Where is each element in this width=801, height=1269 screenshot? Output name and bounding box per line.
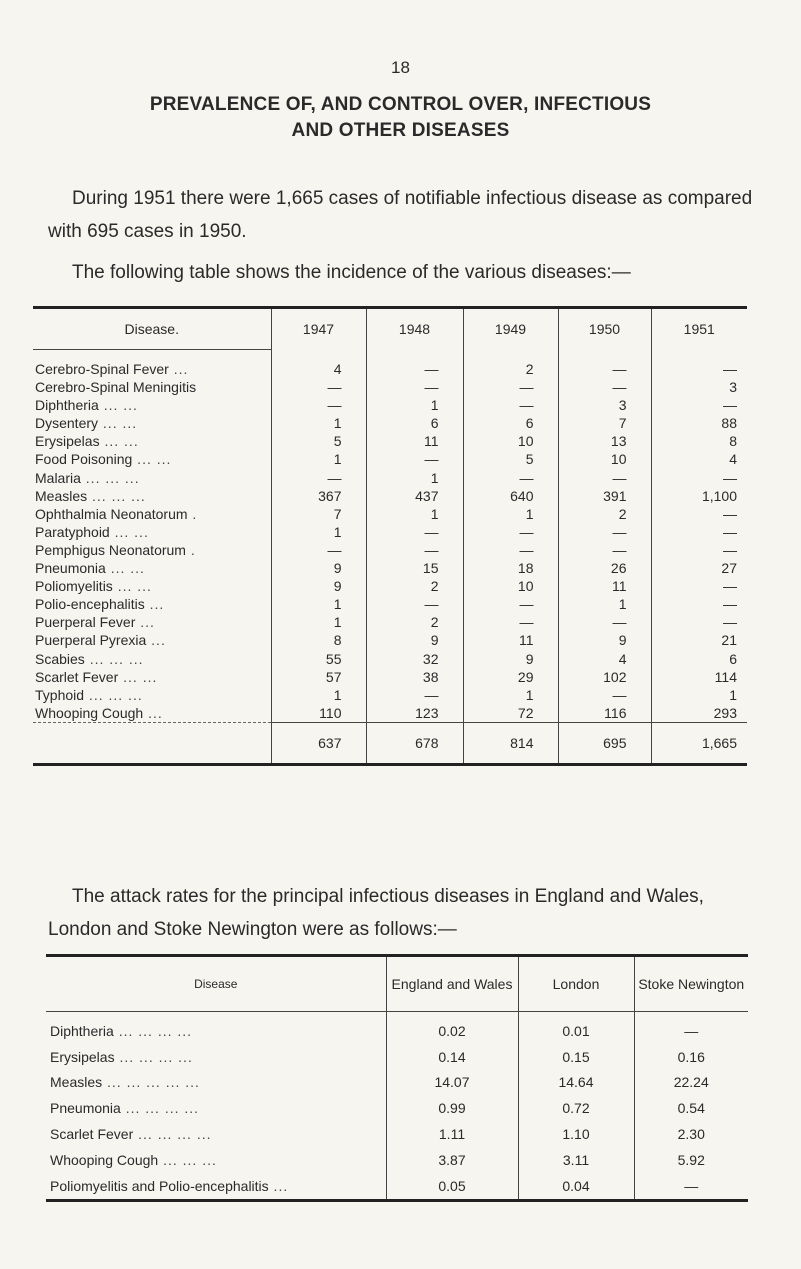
cell-1950: 13 <box>558 432 651 450</box>
cell-1950: 11 <box>558 577 651 595</box>
dot-leader: ... ... <box>98 415 138 432</box>
disease-label: Malaria <box>35 469 81 486</box>
table-row <box>46 1147 748 1173</box>
cell-1948: 2 <box>366 577 463 595</box>
dot-leader: ... <box>135 614 155 631</box>
cell-1948: — <box>366 450 463 468</box>
cell-1947: — <box>271 541 366 559</box>
total-1948: 678 <box>366 722 463 764</box>
dot-leader: ... ... ... <box>87 487 146 504</box>
cell-1948: 1 <box>366 469 463 487</box>
cell-1951: 21 <box>651 631 747 649</box>
rate-london: 3.11 <box>518 1147 634 1173</box>
header-disease: Disease. <box>33 308 271 350</box>
cell-1950: 1 <box>558 595 651 613</box>
dot-leader: ... ... ... <box>80 469 140 486</box>
table-row <box>33 505 747 523</box>
cell-1949: — <box>463 469 558 487</box>
table-row <box>33 613 747 631</box>
table-row <box>46 1121 748 1147</box>
cell-1950: 3 <box>558 396 651 414</box>
page-number: 18 <box>391 58 410 77</box>
attack-header-disease: Disease <box>46 956 386 1012</box>
table-row <box>33 650 747 668</box>
table-row <box>33 360 747 378</box>
disease-label: Measles <box>35 487 88 504</box>
rate-stoke-newington: 22.24 <box>634 1070 748 1096</box>
disease-name <box>33 450 271 468</box>
disease-name <box>33 432 271 450</box>
attack-disease-name <box>46 1147 386 1173</box>
intro-paragraph <box>48 182 754 248</box>
table-row <box>33 414 747 432</box>
cell-1949: 72 <box>463 704 558 723</box>
intro-text: During 1951 there were 1,665 cases of notifiable infectious disease as compared with 695 cases in 1950. <box>48 188 753 242</box>
dot-leader: ... <box>146 632 166 649</box>
rate-london: 0.04 <box>518 1173 634 1200</box>
attack-rates-table <box>46 954 748 1202</box>
rate-england-wales: 1.11 <box>386 1121 518 1147</box>
disease-name <box>33 523 271 541</box>
disease-label: Erysipelas <box>35 433 100 450</box>
cell-1948: 2 <box>366 613 463 631</box>
table-row <box>46 1044 748 1070</box>
cell-1949: 1 <box>463 686 558 704</box>
cell-1951: 114 <box>651 668 747 686</box>
cell-1951: — <box>651 469 747 487</box>
cell-1949: 10 <box>463 577 558 595</box>
dot-leader: ... ... ... <box>84 686 143 703</box>
cell-1950: — <box>558 613 651 631</box>
disease-label: Puerperal Fever <box>35 614 136 631</box>
attack-disease-name <box>46 1044 386 1070</box>
rate-london: 14.64 <box>518 1070 634 1096</box>
disease-label: Erysipelas <box>50 1048 115 1065</box>
incidence-totals-row <box>33 722 747 764</box>
disease-name <box>33 396 271 414</box>
cell-1950: 7 <box>558 414 651 432</box>
disease-label: Poliomyelitis and Polio-encephalitis <box>50 1177 269 1194</box>
header-1951: 1951 <box>651 308 747 350</box>
rate-england-wales: 0.99 <box>386 1095 518 1121</box>
disease-name <box>33 487 271 505</box>
cell-1948: 9 <box>366 631 463 649</box>
attack-disease-name <box>46 1095 386 1121</box>
table-row <box>33 432 747 450</box>
disease-label: Whooping Cough <box>50 1151 159 1168</box>
disease-name <box>33 668 271 686</box>
cell-1951: — <box>651 396 747 414</box>
cell-1949: 9 <box>463 650 558 668</box>
cell-1947: 367 <box>271 487 366 505</box>
table-row <box>46 1173 748 1200</box>
disease-label: Diphtheria <box>50 1022 114 1039</box>
table-row <box>33 378 747 396</box>
cell-1950: — <box>558 541 651 559</box>
cell-1948: 123 <box>366 704 463 723</box>
cell-1949: 640 <box>463 487 558 505</box>
disease-label: Measles <box>50 1074 103 1091</box>
table-row <box>33 487 747 505</box>
cell-1951: 88 <box>651 414 747 432</box>
cell-1948: 1 <box>366 505 463 523</box>
cell-1949: — <box>463 595 558 613</box>
cell-1949: — <box>463 613 558 631</box>
total-1949: 814 <box>463 722 558 764</box>
header-1947: 1947 <box>271 308 366 350</box>
cell-1948: 32 <box>366 650 463 668</box>
rate-england-wales: 0.14 <box>386 1044 518 1070</box>
rate-england-wales: 3.87 <box>386 1147 518 1173</box>
cell-1948: 437 <box>366 487 463 505</box>
attack-header-stoke-newington: Stoke Newington <box>634 956 748 1012</box>
cell-1947: 57 <box>271 668 366 686</box>
table-row <box>33 396 747 414</box>
dot-leader: ... ... <box>118 668 158 685</box>
cell-1951: 4 <box>651 450 747 468</box>
table-intro-paragraph <box>48 256 754 289</box>
cell-1949: — <box>463 523 558 541</box>
rate-london: 1.10 <box>518 1121 634 1147</box>
cell-1947: 110 <box>271 704 366 723</box>
cell-1948: 15 <box>366 559 463 577</box>
table-intro-text: The following table shows the incidence of the various diseases:— <box>72 262 631 283</box>
cell-1947: — <box>271 396 366 414</box>
cell-1950: — <box>558 523 651 541</box>
page-title <box>40 92 761 144</box>
disease-label: Paratyphoid <box>35 523 110 540</box>
cell-1948: — <box>366 686 463 704</box>
cell-1948: — <box>366 541 463 559</box>
cell-1947: 1 <box>271 414 366 432</box>
dot-leader: ... <box>143 704 163 721</box>
disease-name <box>33 541 271 559</box>
cell-1949: 5 <box>463 450 558 468</box>
disease-name <box>33 559 271 577</box>
totals-label-cell <box>33 722 271 764</box>
table-row <box>46 1012 748 1044</box>
cell-1948: — <box>366 378 463 396</box>
dot-leader: ... ... ... <box>84 650 144 667</box>
cell-1950: 391 <box>558 487 651 505</box>
cell-1947: 1 <box>271 686 366 704</box>
cell-1951: — <box>651 577 747 595</box>
cell-1951: 1,100 <box>651 487 747 505</box>
cell-1948: — <box>366 360 463 378</box>
rate-london: 0.01 <box>518 1012 634 1044</box>
disease-name <box>33 613 271 631</box>
cell-1950: — <box>558 686 651 704</box>
cell-1949: 11 <box>463 631 558 649</box>
disease-label: Pemphigus Neonatorum <box>35 541 186 558</box>
cell-1951: — <box>651 505 747 523</box>
disease-label: Cerebro-Spinal Meningitis <box>35 379 197 396</box>
dot-leader: ... ... <box>99 433 139 450</box>
cell-1949: — <box>463 541 558 559</box>
cell-1947: 1 <box>271 613 366 631</box>
table-row <box>33 469 747 487</box>
total-1947: 637 <box>271 722 366 764</box>
disease-label: Dysentery <box>35 415 99 432</box>
cell-1947: 9 <box>271 559 366 577</box>
disease-name <box>33 631 271 649</box>
cell-1951: 293 <box>651 704 747 723</box>
cell-1947: 1 <box>271 450 366 468</box>
dot-leader: ... <box>268 1177 289 1194</box>
disease-label: Cerebro-Spinal Fever <box>35 361 169 377</box>
disease-label: Polio-encephalitis <box>35 596 145 613</box>
rate-england-wales: 0.02 <box>386 1012 518 1044</box>
attack-intro-text: The attack rates for the principal infectious diseases in England and Wales, London and Stoke Newington were as follows:— <box>48 886 704 940</box>
dot-leader: . <box>187 505 198 522</box>
cell-1950: 4 <box>558 650 651 668</box>
rate-stoke-newington: — <box>634 1012 748 1044</box>
cell-1951: 6 <box>651 650 747 668</box>
cell-1947: 7 <box>271 505 366 523</box>
rate-england-wales: 14.07 <box>386 1070 518 1096</box>
title-line-2: AND OTHER DISEASES <box>291 120 510 141</box>
disease-label: Scarlet Fever <box>50 1126 134 1143</box>
attack-header-london: London <box>518 956 634 1012</box>
cell-1950: 9 <box>558 631 651 649</box>
disease-name <box>33 469 271 487</box>
cell-1948: 38 <box>366 668 463 686</box>
table-row <box>46 1095 748 1121</box>
table-row <box>33 631 747 649</box>
rate-london: 0.15 <box>518 1044 634 1070</box>
disease-label: Diphtheria <box>35 397 99 414</box>
table-row <box>33 668 747 686</box>
cell-1947: 1 <box>271 595 366 613</box>
dot-leader: ... <box>144 596 165 613</box>
cell-1951: 3 <box>651 378 747 396</box>
disease-label: Pneumonia <box>50 1100 121 1117</box>
cell-1947: 9 <box>271 577 366 595</box>
title-line-1: PREVALENCE OF, AND CONTROL OVER, INFECTIOUS <box>149 94 652 115</box>
cell-1948: — <box>366 595 463 613</box>
attack-disease-name <box>46 1070 386 1096</box>
header-1949: 1949 <box>463 308 558 350</box>
cell-1950: 102 <box>558 668 651 686</box>
dot-leader: ... ... <box>105 560 145 577</box>
dot-leader: ... ... ... ... <box>113 1022 193 1039</box>
table-row <box>33 523 747 541</box>
disease-label: Scarlet Fever <box>35 668 119 685</box>
cell-1948: 1 <box>366 396 463 414</box>
cell-1947: — <box>271 378 366 396</box>
cell-1947: 4 <box>271 360 366 378</box>
header-1948: 1948 <box>366 308 463 350</box>
cell-1950: 116 <box>558 704 651 723</box>
cell-1950: 26 <box>558 559 651 577</box>
disease-name <box>33 505 271 523</box>
disease-label: Typhoid <box>35 686 85 703</box>
cell-1951: 27 <box>651 559 747 577</box>
dot-leader: ... <box>168 361 189 377</box>
table-row <box>46 1070 748 1096</box>
total-1951: 1,665 <box>651 722 747 764</box>
attack-header-england-wales: England and Wales <box>386 956 518 1012</box>
cell-1947: 8 <box>271 631 366 649</box>
cell-1950: — <box>558 469 651 487</box>
cell-1948: 11 <box>366 432 463 450</box>
table-row <box>33 541 747 559</box>
attack-intro-paragraph <box>48 880 754 946</box>
cell-1951: — <box>651 613 747 631</box>
cell-1949: — <box>463 378 558 396</box>
cell-1947: — <box>271 469 366 487</box>
disease-name <box>33 595 271 613</box>
attack-disease-name <box>46 1012 386 1044</box>
table-row <box>33 577 747 595</box>
cell-1949: — <box>463 396 558 414</box>
cell-1951: — <box>651 541 747 559</box>
rate-stoke-newington: — <box>634 1173 748 1200</box>
cell-1950: 10 <box>558 450 651 468</box>
table-row <box>33 450 747 468</box>
cell-1948: 6 <box>366 414 463 432</box>
cell-1951: — <box>651 523 747 541</box>
disease-name <box>33 704 271 723</box>
dot-leader: ... ... <box>109 523 149 540</box>
disease-name <box>33 577 271 595</box>
cell-1950: — <box>558 360 651 378</box>
table-row <box>33 704 747 723</box>
dot-leader: ... ... <box>132 451 172 468</box>
dot-leader: . <box>185 541 196 558</box>
cell-1949: 18 <box>463 559 558 577</box>
table-row <box>33 559 747 577</box>
cell-1950: — <box>558 378 651 396</box>
table-row <box>33 595 747 613</box>
disease-label: Scabies <box>35 650 85 667</box>
cell-1947: 5 <box>271 432 366 450</box>
rate-england-wales: 0.05 <box>386 1173 518 1200</box>
header-1950: 1950 <box>558 308 651 350</box>
rate-stoke-newington: 0.16 <box>634 1044 748 1070</box>
attack-header-row <box>46 956 748 1012</box>
cell-1949: 2 <box>463 360 558 378</box>
rate-stoke-newington: 2.30 <box>634 1121 748 1147</box>
dot-leader: ... ... ... ... <box>114 1048 193 1065</box>
disease-label: Puerperal Pyrexia <box>35 632 147 649</box>
dot-leader: ... ... <box>112 578 152 595</box>
cell-1951: — <box>651 360 747 378</box>
incidence-table <box>33 306 747 766</box>
dot-leader: ... ... ... ... ... <box>102 1074 200 1091</box>
disease-name <box>33 686 271 704</box>
total-1950: 695 <box>558 722 651 764</box>
dot-leader: ... ... ... ... <box>120 1100 200 1117</box>
disease-name <box>33 378 271 396</box>
cell-1950: 2 <box>558 505 651 523</box>
incidence-header-row <box>33 308 747 350</box>
cell-1949: 6 <box>463 414 558 432</box>
disease-label: Ophthalmia Neonatorum <box>35 505 188 522</box>
dot-leader: ... ... ... <box>158 1151 217 1168</box>
cell-1951: 8 <box>651 432 747 450</box>
table-row <box>33 686 747 704</box>
cell-1947: 55 <box>271 650 366 668</box>
cell-1949: 10 <box>463 432 558 450</box>
disease-name <box>33 360 271 378</box>
cell-1951: — <box>651 595 747 613</box>
disease-label: Pneumonia <box>35 560 106 577</box>
dot-leader: ... ... <box>98 397 138 414</box>
dot-leader: ... ... ... ... <box>133 1126 212 1143</box>
cell-1947: 1 <box>271 523 366 541</box>
rate-stoke-newington: 5.92 <box>634 1147 748 1173</box>
cell-1949: 1 <box>463 505 558 523</box>
disease-name <box>33 414 271 432</box>
cell-1951: 1 <box>651 686 747 704</box>
disease-name <box>33 650 271 668</box>
disease-label: Poliomyelitis <box>35 578 113 595</box>
attack-disease-name <box>46 1121 386 1147</box>
disease-label: Whooping Cough <box>35 704 144 721</box>
cell-1948: — <box>366 523 463 541</box>
disease-label: Food Poisoning <box>35 451 133 468</box>
cell-1949: 29 <box>463 668 558 686</box>
rate-london: 0.72 <box>518 1095 634 1121</box>
rate-stoke-newington: 0.54 <box>634 1095 748 1121</box>
attack-disease-name <box>46 1173 386 1200</box>
